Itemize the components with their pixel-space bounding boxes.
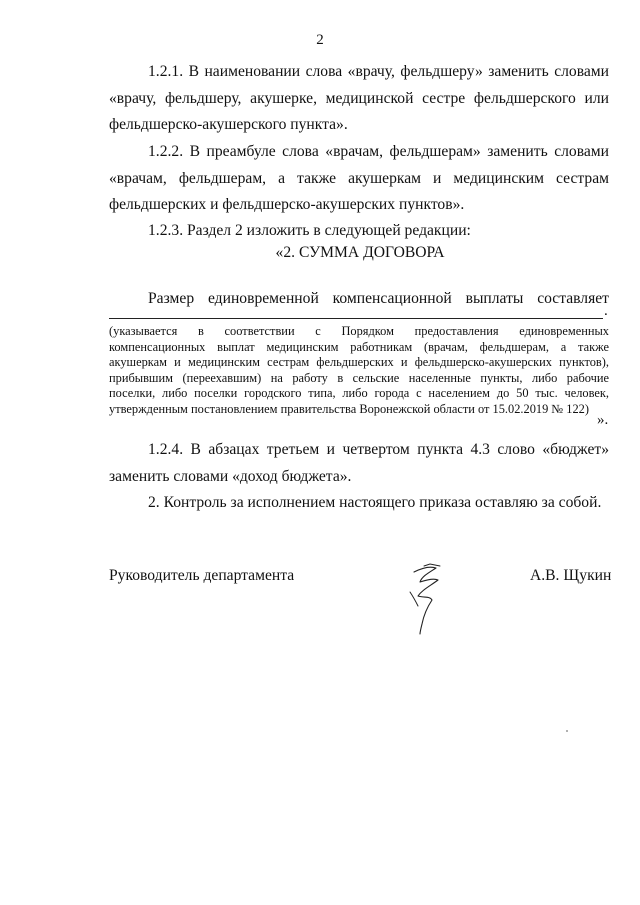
paragraph-1-2-2 [109,139,609,219]
fill-in-blank-line [109,318,603,319]
section-heading: «2. СУММА ДОГОВОРА [275,244,445,261]
paragraph-1-2-1 [109,59,609,139]
closing-quote: ». [597,412,609,428]
paragraph-line: фельдшерско-акушерского пункта». [109,116,348,133]
paragraph-line: 1.2.2. В преамбуле слова «врачам, фельдшерам» заменить словами [148,143,609,160]
paragraph-line: фельдшерских и фельдшерско-акушерских пунктов». [109,196,465,213]
note-line: прибывшим (переехавшим) на работу в сельские населенные пункты, либо рабочие [109,370,609,385]
paragraph-line: «врачу, фельдшеру, акушерке, медицинской сестре фельдшерского или [109,89,609,107]
paragraph-2 [109,490,609,517]
note-line: поселки, либо поселки городского типа, либо города с населением до 50 тыс. человек, [109,386,609,401]
note-line: утвержденным постановлением правительства Воронежской области от 15.02.2019 № 122) [109,401,590,416]
explanatory-note [109,324,609,418]
fill-in-period: . [604,303,608,319]
scan-speck [566,730,568,732]
paragraph-line: 1.2.3. Раздел 2 изложить в следующей редакции: [148,222,471,239]
paragraph-line: «врачам, фельдшерам, а также акушеркам и медицинским сестрам [109,169,609,187]
paragraph-1-2-3 [109,218,609,245]
paragraph-1-2-4 [109,437,609,490]
signatory-name: А.В. Щукин [530,567,612,584]
handwritten-signature [400,562,450,636]
amount-paragraph [109,286,609,313]
signatory-title: Руководитель департамента [109,567,295,584]
paragraph-line: 1.2.1. В наименовании слова «врачу, фельдшеру» заменить словами [148,63,609,80]
paragraph-line: 1.2.4. В абзацах третьем и четвертом пункта 4.3 слово «бюджет» [148,441,609,458]
note-line: компенсационных выплат медицинским работникам (врачам, фельдшерам, а также [109,339,609,354]
amount-sentence: Размер единовременной компенсационной выплаты составляет [148,290,609,307]
paragraph-line: 2. Контроль за исполнением настоящего приказа оставляю за собой. [148,494,602,511]
note-line: акушеркам и медицинским сестрам фельдшерских и фельдшерско-акушерских пунктов), [109,355,609,370]
page-number: 2 [316,32,324,48]
note-line: (указывается в соответствии с Порядком предоставления единовременных [109,324,609,338]
paragraph-line: заменить словами «доход бюджета». [109,467,352,485]
